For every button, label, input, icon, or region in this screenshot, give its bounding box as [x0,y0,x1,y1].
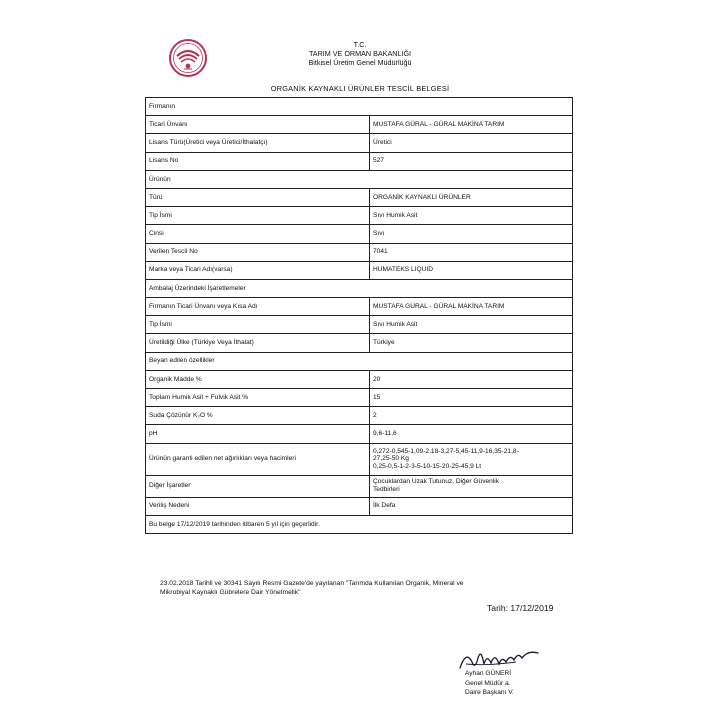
table-row [146,515,573,533]
field-value [370,443,573,475]
regulation-line: Mikrobiyal Kaynaklı Gübrelere Dair Yönetmelik" [160,589,301,597]
header-line-tc: T.C. [353,40,367,49]
table-row [146,207,573,225]
table-row [146,188,573,206]
table-row [146,243,573,261]
regulation-line: 23.02.2018 Tarihli ve 30341 Sayılı Resmi Gazete'de yayılanan "Tarımda Kullanılan Organik, Mineral ve [160,580,464,587]
section-heading: Ambalaj Üzerindeki İşaretlemeler [146,279,573,297]
document-title: ORGANİK KAYNAKLI ÜRÜNLER TESCİL BELGESİ [270,84,450,93]
table-row [146,407,573,425]
field-label: Veriliş Nedeni [146,497,370,515]
field-value: 9,6-11,6 [370,425,573,443]
field-value: MUSTAFA GÜRAL - GÜRAL MAKİNA TARIM [370,116,573,134]
field-label: Toplam Humik Asit + Fulvik Asit % [146,389,370,407]
table-row [146,98,573,116]
field-label: Cinsi [146,225,370,243]
table-row [146,497,573,515]
section-heading: Firmanın [146,98,573,116]
field-value: Sıvı Humik Asit [370,316,573,334]
field-value: 15 [370,389,573,407]
field-label: pH [146,425,370,443]
regulation-reference [160,579,590,598]
field-label: Suda Çözünür K₂O % [146,407,370,425]
field-value: MUSTAFA GÜRAL - GÜRAL MAKİNA TARIM [370,298,573,316]
table-row [146,443,573,475]
table-row [146,134,573,152]
section-heading: Ürünün [146,170,573,188]
field-label: Lisans Türü(Üretici veya Üretici/İthalatçı) [146,134,370,152]
header-directorate: Bitkisel Üretim Genel Müdürlüğü [308,58,412,67]
header-ministry: TARIM VE ORMAN BAKANLIĞI [308,49,412,58]
field-value: Üretici [370,134,573,152]
field-label: Marka veya Ticari Adı(varsa) [146,261,370,279]
field-label: Ürünün garanti edilen net ağırlıkları veya hacimleri [146,443,370,475]
table-row [146,334,573,352]
table-row [146,279,573,297]
field-label: Tip İsmi [146,207,370,225]
field-label: Ticari Ünvanı [146,116,370,134]
field-label: Organik Madde % [146,370,370,388]
weights-line: 0,272-0,545-1,09-2,18-3,27-5,45-11,9-16,35-21,8- [373,447,519,455]
table-row [146,152,573,170]
table-row [146,261,573,279]
field-value: ORGANİK KAYNAKLI ÜRÜNLER [370,188,573,206]
signatory-name: Ayhan GÜNERİ [465,670,512,677]
field-value: 2 [370,407,573,425]
field-value: 7041 [370,243,573,261]
field-value: Sıvı Humik Asit [370,207,573,225]
signatory-title: Daire Başkanı V. [465,689,514,697]
signatory-title: Genel Müdür a. [465,679,511,687]
signatory-block [465,669,514,698]
table-row [146,116,573,134]
validity-note: Bu belge 17/12/2019 tarihinden itibaren 5 yıl için geçerlidir. [146,515,573,533]
warning-line: Tedbirleri [373,486,400,494]
table-row [146,352,573,370]
warning-line: Çocuklardan Uzak Tutunuz, Diğer Güvenlik [373,478,500,486]
table-row [146,170,573,188]
field-value [370,475,573,497]
table-row [146,425,573,443]
field-label: Türü [146,188,370,206]
table-row [146,389,573,407]
table-row [146,316,573,334]
section-heading: Beyan edilen özellikler [146,352,573,370]
field-value: Türkiye [370,334,573,352]
field-value: HUMATEKS LIQUID [370,261,573,279]
field-label: Tip İsmi [146,316,370,334]
registration-table [145,97,573,534]
table-row [146,225,573,243]
field-label: Üretildiği Ülke (Türkiye Veya İthalat) [146,334,370,352]
field-value: 527 [370,152,573,170]
volumes-line: 0,25-0,5-1-2-3-5-10-15-20-25-45,9 Lt [373,462,482,470]
field-label: Lisans No [146,152,370,170]
field-label: Firmanın Ticari Ünvanı veya Kısa Adı [146,298,370,316]
table-row [146,475,573,497]
table-row [146,370,573,388]
field-value: 20 [370,370,573,388]
field-value: Sıvı [370,225,573,243]
issue-date: Tarih: 17/12/2019 [487,603,554,613]
table-row [146,298,573,316]
field-label: Verilen Tescil No [146,243,370,261]
weights-line: 27,25-50 Kg [373,455,409,463]
field-label: Diğer İşaretler [146,475,370,497]
field-value: İlk Defa [370,497,573,515]
